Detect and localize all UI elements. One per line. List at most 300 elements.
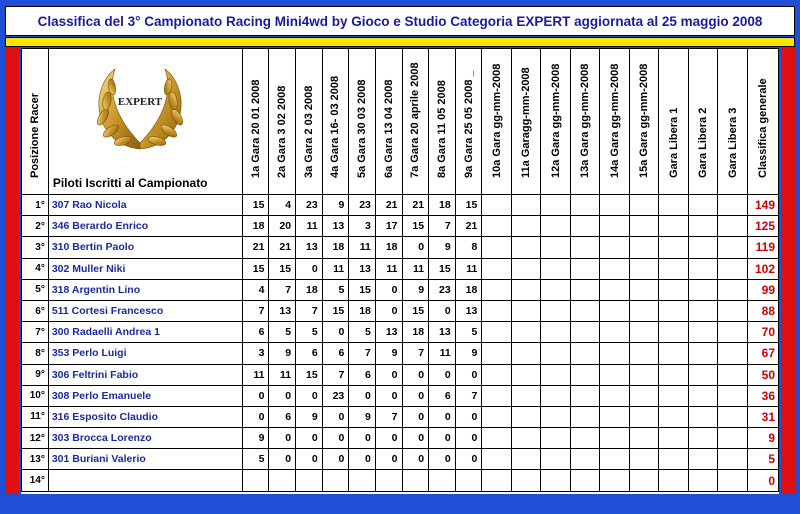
score-cell (482, 406, 512, 427)
score-cell: 15 (322, 300, 349, 321)
score-cell: 6 (296, 343, 323, 364)
position-cell: 9° (22, 364, 49, 385)
score-cell (600, 406, 630, 427)
race-header-label: 15a Gara gg-mm-2008 (638, 63, 651, 178)
score-cell: 0 (455, 428, 482, 449)
score-cell (482, 322, 512, 343)
score-cell (570, 470, 600, 491)
score-cell: 9 (322, 195, 349, 216)
race-column-header (482, 49, 512, 195)
score-cell: 0 (429, 364, 456, 385)
race-header-label: 3a Gara 2 03 2008 (302, 85, 315, 178)
score-cell (629, 237, 659, 258)
score-cell (541, 195, 571, 216)
position-cell: 10° (22, 385, 49, 406)
table-row (22, 216, 779, 237)
left-red-bar (5, 48, 19, 494)
pilot-name-cell: 346 Berardo Enrico (48, 216, 242, 237)
score-cell: 18 (402, 322, 429, 343)
score-cell (629, 258, 659, 279)
total-cell: 99 (747, 279, 778, 300)
score-cell: 0 (455, 449, 482, 470)
position-cell: 3° (22, 237, 49, 258)
position-cell: 14° (22, 470, 49, 491)
score-cell: 15 (242, 195, 269, 216)
score-cell: 11 (402, 258, 429, 279)
score-cell: 0 (375, 279, 402, 300)
score-cell: 13 (269, 300, 296, 321)
table-row (22, 406, 779, 427)
score-cell: 7 (455, 385, 482, 406)
score-cell (600, 237, 630, 258)
score-cell: 0 (375, 449, 402, 470)
yellow-stripe (5, 37, 795, 47)
score-cell (629, 385, 659, 406)
race-column-header (349, 49, 376, 195)
score-cell (600, 364, 630, 385)
score-cell (688, 322, 718, 343)
score-cell (511, 343, 541, 364)
total-header-label: Classifica generale (756, 78, 769, 178)
race-column-header (296, 49, 323, 195)
score-cell: 23 (296, 195, 323, 216)
score-cell (482, 216, 512, 237)
pilot-name-cell: 301 Buriani Valerio (48, 449, 242, 470)
pilot-name-cell: 308 Perlo Emanuele (48, 385, 242, 406)
score-cell (629, 216, 659, 237)
race-column-header (429, 49, 456, 195)
score-cell (541, 449, 571, 470)
score-cell: 0 (402, 385, 429, 406)
score-cell (511, 470, 541, 491)
score-cell: 18 (322, 237, 349, 258)
score-cell: 0 (349, 449, 376, 470)
score-cell (570, 216, 600, 237)
score-cell: 0 (375, 428, 402, 449)
score-cell: 17 (375, 216, 402, 237)
logo-text: EXPERT (117, 96, 162, 108)
score-cell: 15 (242, 258, 269, 279)
score-cell (511, 322, 541, 343)
score-cell: 4 (242, 279, 269, 300)
race-header-label: 9a Gara 25 05 2008 _ (462, 70, 475, 178)
score-cell: 0 (429, 300, 456, 321)
score-cell: 7 (296, 300, 323, 321)
race-column-header (511, 49, 541, 195)
score-cell: 15 (269, 258, 296, 279)
score-cell (659, 195, 689, 216)
race-header-label: Gara Libera 3 (726, 107, 739, 178)
score-cell (511, 195, 541, 216)
score-cell (242, 470, 269, 491)
score-cell (600, 385, 630, 406)
score-cell (659, 216, 689, 237)
score-cell (511, 258, 541, 279)
position-cell: 7° (22, 322, 49, 343)
title-bar (5, 6, 795, 36)
pilot-name-cell: 300 Radaelli Andrea 1 (48, 322, 242, 343)
score-cell (482, 258, 512, 279)
total-cell: 149 (747, 195, 778, 216)
score-cell (541, 343, 571, 364)
race-header-label: Gara Libera 2 (697, 107, 710, 178)
position-column-header (22, 49, 49, 195)
score-cell (688, 406, 718, 427)
race-column-header (269, 49, 296, 195)
race-column-header (541, 49, 571, 195)
race-column-header (322, 49, 349, 195)
score-cell (600, 343, 630, 364)
pilot-name-cell: 511 Cortesi Francesco (48, 300, 242, 321)
score-cell: 6 (242, 322, 269, 343)
score-cell (600, 449, 630, 470)
race-column-header (659, 49, 689, 195)
pilot-name-cell (48, 470, 242, 491)
position-cell: 4° (22, 258, 49, 279)
pilot-name-cell: 318 Argentin Lino (48, 279, 242, 300)
table-row (22, 258, 779, 279)
race-column-header (600, 49, 630, 195)
score-cell: 11 (429, 343, 456, 364)
score-cell (718, 343, 748, 364)
score-cell (629, 322, 659, 343)
total-cell: 50 (747, 364, 778, 385)
score-cell (600, 216, 630, 237)
pilot-name-cell: 306 Feltrini Fabio (48, 364, 242, 385)
score-cell (629, 406, 659, 427)
score-cell (570, 279, 600, 300)
score-cell (482, 470, 512, 491)
score-cell: 0 (269, 428, 296, 449)
race-header-label: 14a Gara gg-mm-2008 (608, 63, 621, 178)
race-header-label: 13a Gara gg-mm-2008 (579, 63, 592, 178)
score-cell: 0 (322, 322, 349, 343)
position-cell: 1° (22, 195, 49, 216)
race-column-header (718, 49, 748, 195)
position-cell: 6° (22, 300, 49, 321)
score-cell (511, 364, 541, 385)
score-cell: 18 (429, 195, 456, 216)
score-cell: 0 (429, 428, 456, 449)
score-cell: 9 (455, 343, 482, 364)
score-cell: 0 (322, 449, 349, 470)
score-cell (511, 237, 541, 258)
score-cell (659, 300, 689, 321)
score-cell (541, 237, 571, 258)
score-cell (688, 195, 718, 216)
total-cell: 119 (747, 237, 778, 258)
total-cell: 70 (747, 322, 778, 343)
score-cell (718, 385, 748, 406)
total-cell: 31 (747, 406, 778, 427)
score-cell (570, 385, 600, 406)
score-cell (688, 343, 718, 364)
score-cell: 9 (269, 343, 296, 364)
score-cell (718, 279, 748, 300)
score-cell: 11 (242, 364, 269, 385)
score-cell: 9 (349, 406, 376, 427)
score-cell (688, 258, 718, 279)
score-cell (718, 449, 748, 470)
standings-table (21, 48, 779, 492)
score-cell (269, 470, 296, 491)
pilots-column-header (48, 49, 242, 195)
score-cell: 0 (322, 406, 349, 427)
score-cell: 15 (349, 279, 376, 300)
score-cell (718, 258, 748, 279)
position-cell: 11° (22, 406, 49, 427)
total-column-header (747, 49, 778, 195)
score-cell: 5 (455, 322, 482, 343)
score-cell (659, 343, 689, 364)
score-cell (541, 300, 571, 321)
score-cell (629, 428, 659, 449)
race-header-label: 5a Gara 30 03 2008 (356, 79, 369, 178)
total-cell: 36 (747, 385, 778, 406)
score-cell: 23 (429, 279, 456, 300)
score-cell (688, 237, 718, 258)
pilots-header-label: Piloti Iscritti al Campionato (52, 176, 208, 190)
score-cell (570, 364, 600, 385)
score-cell: 7 (375, 406, 402, 427)
score-cell (629, 300, 659, 321)
page-title: Classifica del 3° Campionato Racing Mini4wd by Gioco e Studio Categoria EXPERT aggiornata al 25 maggio 2008 (37, 13, 763, 29)
score-cell (629, 470, 659, 491)
score-cell (718, 216, 748, 237)
score-cell: 4 (269, 195, 296, 216)
table-row (22, 279, 779, 300)
score-cell (600, 279, 630, 300)
score-cell: 9 (242, 428, 269, 449)
race-column-header (455, 49, 482, 195)
score-cell: 0 (349, 428, 376, 449)
score-cell (511, 428, 541, 449)
race-column-header (570, 49, 600, 195)
score-cell: 13 (375, 322, 402, 343)
score-cell: 0 (242, 406, 269, 427)
score-cell (688, 470, 718, 491)
score-cell: 9 (296, 406, 323, 427)
score-cell: 5 (242, 449, 269, 470)
score-cell: 0 (296, 385, 323, 406)
total-cell: 0 (747, 470, 778, 491)
score-cell: 9 (375, 343, 402, 364)
score-cell: 8 (455, 237, 482, 258)
score-cell (600, 322, 630, 343)
score-cell (659, 385, 689, 406)
header-row (22, 49, 779, 195)
score-cell (322, 470, 349, 491)
score-cell: 13 (455, 300, 482, 321)
position-cell: 12° (22, 428, 49, 449)
score-cell: 13 (429, 322, 456, 343)
score-cell: 15 (455, 195, 482, 216)
score-cell: 0 (402, 237, 429, 258)
score-cell (511, 300, 541, 321)
pilot-name-cell: 307 Rao Nicola (48, 195, 242, 216)
score-cell: 15 (429, 258, 456, 279)
score-cell (659, 428, 689, 449)
score-cell (455, 470, 482, 491)
race-column-header (402, 49, 429, 195)
score-cell (718, 322, 748, 343)
score-cell (659, 449, 689, 470)
table-row (22, 343, 779, 364)
score-cell (511, 279, 541, 300)
race-column-header (242, 49, 269, 195)
score-cell (688, 449, 718, 470)
race-column-header (375, 49, 402, 195)
table-row (22, 300, 779, 321)
score-cell (688, 385, 718, 406)
table-row (22, 322, 779, 343)
score-cell: 15 (402, 300, 429, 321)
score-cell: 0 (269, 449, 296, 470)
score-cell (482, 385, 512, 406)
score-cell (349, 470, 376, 491)
score-cell (541, 364, 571, 385)
score-cell (429, 470, 456, 491)
score-cell: 20 (269, 216, 296, 237)
score-cell: 0 (349, 385, 376, 406)
score-cell (718, 237, 748, 258)
score-cell: 0 (242, 385, 269, 406)
race-header-label: 6a Gara 13 04 2008 (382, 79, 395, 178)
total-cell: 88 (747, 300, 778, 321)
score-cell (541, 322, 571, 343)
score-cell (718, 406, 748, 427)
race-header-label: 7a Gara 20 aprile 2008 (409, 62, 422, 178)
score-cell: 0 (455, 406, 482, 427)
race-header-label: 4a Gara 16- 03 2008 (329, 75, 342, 178)
score-cell (629, 343, 659, 364)
score-cell: 0 (296, 258, 323, 279)
score-cell: 18 (349, 300, 376, 321)
score-cell: 7 (269, 279, 296, 300)
score-cell: 0 (375, 385, 402, 406)
score-cell (570, 322, 600, 343)
score-cell (570, 237, 600, 258)
race-column-header (688, 49, 718, 195)
score-cell (688, 216, 718, 237)
score-cell: 5 (296, 322, 323, 343)
score-cell (688, 364, 718, 385)
score-cell (541, 279, 571, 300)
score-cell (482, 428, 512, 449)
score-cell: 0 (375, 300, 402, 321)
score-cell: 3 (242, 343, 269, 364)
score-cell (402, 470, 429, 491)
score-cell (600, 195, 630, 216)
score-cell (600, 300, 630, 321)
score-cell (482, 195, 512, 216)
score-cell (718, 300, 748, 321)
score-cell (511, 385, 541, 406)
score-cell: 7 (242, 300, 269, 321)
pilot-name-cell: 310 Bertin Paolo (48, 237, 242, 258)
table-row (22, 470, 779, 491)
total-cell: 5 (747, 449, 778, 470)
score-cell: 0 (322, 428, 349, 449)
position-cell: 8° (22, 343, 49, 364)
score-cell: 0 (402, 406, 429, 427)
score-cell (600, 470, 630, 491)
score-cell: 11 (375, 258, 402, 279)
score-cell: 11 (296, 216, 323, 237)
score-cell (511, 406, 541, 427)
score-cell: 6 (322, 343, 349, 364)
score-cell (375, 470, 402, 491)
score-cell: 6 (349, 364, 376, 385)
race-header-label: 12a Gara gg-mm-2008 (549, 63, 562, 178)
score-cell: 21 (269, 237, 296, 258)
score-cell (600, 428, 630, 449)
table-row (22, 385, 779, 406)
score-cell: 7 (429, 216, 456, 237)
total-cell: 9 (747, 428, 778, 449)
right-red-bar (781, 48, 795, 494)
score-cell (629, 279, 659, 300)
score-cell (511, 449, 541, 470)
score-cell (570, 449, 600, 470)
table-row (22, 237, 779, 258)
score-cell: 0 (296, 428, 323, 449)
position-cell: 5° (22, 279, 49, 300)
score-cell: 6 (269, 406, 296, 427)
score-cell: 11 (269, 364, 296, 385)
score-cell (688, 279, 718, 300)
pilot-name-cell: 302 Muller Niki (48, 258, 242, 279)
score-cell (541, 406, 571, 427)
score-cell: 0 (429, 406, 456, 427)
score-cell (659, 237, 689, 258)
score-cell: 21 (375, 195, 402, 216)
position-cell: 2° (22, 216, 49, 237)
total-cell: 102 (747, 258, 778, 279)
table-row (22, 195, 779, 216)
score-cell (629, 449, 659, 470)
score-cell: 23 (349, 195, 376, 216)
table-row (22, 449, 779, 470)
race-column-header (629, 49, 659, 195)
score-cell: 3 (349, 216, 376, 237)
score-cell: 7 (402, 343, 429, 364)
score-cell: 13 (296, 237, 323, 258)
position-header-label: Posizione Racer (28, 93, 41, 178)
score-cell (541, 470, 571, 491)
score-cell (541, 385, 571, 406)
score-cell (570, 258, 600, 279)
score-cell (718, 364, 748, 385)
table-row (22, 364, 779, 385)
score-cell (629, 195, 659, 216)
score-cell (659, 364, 689, 385)
score-cell (511, 216, 541, 237)
score-cell (659, 279, 689, 300)
score-cell: 0 (455, 364, 482, 385)
score-cell: 18 (296, 279, 323, 300)
pilot-name-cell: 316 Esposito Claudio (48, 406, 242, 427)
race-header-label: 10a Gara gg-mm-2008 (490, 63, 503, 178)
score-cell (570, 406, 600, 427)
score-cell (659, 470, 689, 491)
score-cell (570, 343, 600, 364)
score-cell (688, 428, 718, 449)
score-cell (659, 406, 689, 427)
score-cell: 15 (402, 216, 429, 237)
score-cell: 9 (429, 237, 456, 258)
score-cell: 0 (402, 449, 429, 470)
